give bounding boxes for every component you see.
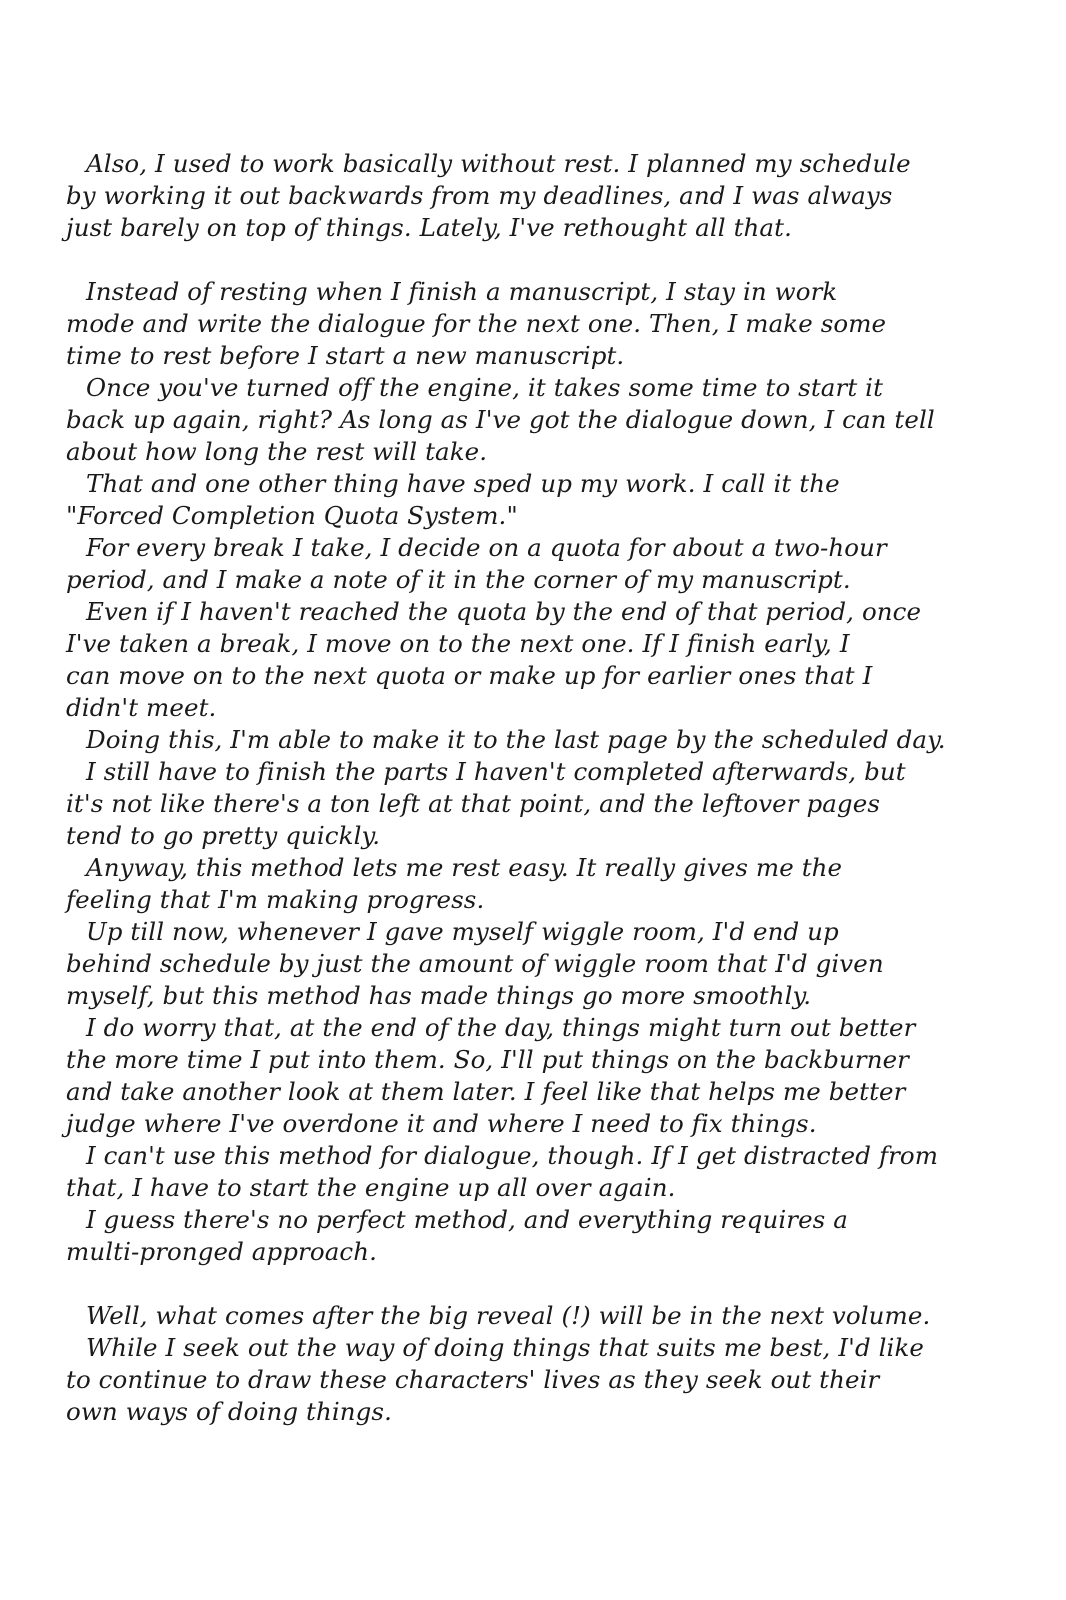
text-line: can move on to the next quota or make up for earlier ones that I [66, 661, 873, 690]
text-line: "Forced Completion Quota System." [66, 501, 518, 530]
text-line: mode and write the dialogue for the next one. Then, I make some [66, 309, 887, 338]
text-line: the more time I put into them. So, I'll put things on the backburner [66, 1045, 909, 1074]
paragraph-rest-habits [66, 148, 996, 244]
text-line: For every break I take, I decide on a quota for about a two-hour [86, 533, 887, 562]
text-line: While I seek out the way of doing things that suits me best, I'd like [86, 1333, 925, 1362]
text-line: Even if I haven't reached the quota by the end of that period, once [86, 597, 922, 626]
text-line: to continue to draw these characters' lives as they seek out their [66, 1365, 880, 1394]
text-line: Instead of resting when I finish a manuscript, I stay in work [86, 277, 838, 306]
text-line: I still have to finish the parts I haven't completed afterwards, but [86, 757, 906, 786]
text-line: Doing this, I'm able to make it to the last page by the scheduled day. [86, 725, 946, 754]
text-line: behind schedule by just the amount of wiggle room that I'd given [66, 949, 884, 978]
paragraph-closing [66, 1300, 996, 1428]
text-line: just barely on top of things. Lately, I've rethought all that. [66, 213, 792, 242]
text-line: multi-pronged approach. [66, 1237, 378, 1266]
text-line: by working it out backwards from my deadlines, and I was always [66, 181, 893, 210]
text-line: myself, but this method has made things go more smoothly. [66, 981, 812, 1010]
paragraph-work-mode [66, 276, 996, 1268]
text-line: didn't meet. [66, 693, 217, 722]
text-line: Well, what comes after the big reveal (!) will be in the next volume. [86, 1301, 931, 1330]
text-line: and take another look at them later. I feel like that helps me better [66, 1077, 906, 1106]
text-line: Once you've turned off the engine, it takes some time to start it [86, 373, 884, 402]
text-line: I can't use this method for dialogue, though. If I get distracted from [86, 1141, 939, 1170]
text-line: I've taken a break, I move on to the next one. If I finish early, I [66, 629, 850, 658]
text-line: period, and I make a note of it in the corner of my manuscript. [66, 565, 851, 594]
text-line: tend to go pretty quickly. [66, 821, 381, 850]
text-line: I do worry that, at the end of the day, things might turn out better [86, 1013, 916, 1042]
text-line: about how long the rest will take. [66, 437, 488, 466]
text-line: Also, I used to work basically without rest. I planned my schedule [86, 149, 911, 178]
afterword-text [66, 148, 996, 1428]
text-line: judge where I've overdone it and where I need to fix things. [66, 1109, 817, 1138]
text-line: Anyway, this method lets me rest easy. It really gives me the [86, 853, 843, 882]
text-line: time to rest before I start a new manuscript. [66, 341, 625, 370]
paragraph-gap [66, 244, 996, 276]
text-line: I guess there's no perfect method, and everything requires a [86, 1205, 848, 1234]
text-line: feeling that I'm making progress. [66, 885, 485, 914]
text-line: that, I have to start the engine up all over again. [66, 1173, 676, 1202]
paragraph-gap [66, 1268, 996, 1300]
text-line: That and one other thing have sped up my work. I call it the [86, 469, 840, 498]
text-line: Up till now, whenever I gave myself wiggle room, I'd end up [86, 917, 839, 946]
text-line: own ways of doing things. [66, 1397, 392, 1426]
text-line: back up again, right? As long as I've got the dialogue down, I can tell [66, 405, 935, 434]
text-line: it's not like there's a ton left at that point, and the leftover pages [66, 789, 880, 818]
